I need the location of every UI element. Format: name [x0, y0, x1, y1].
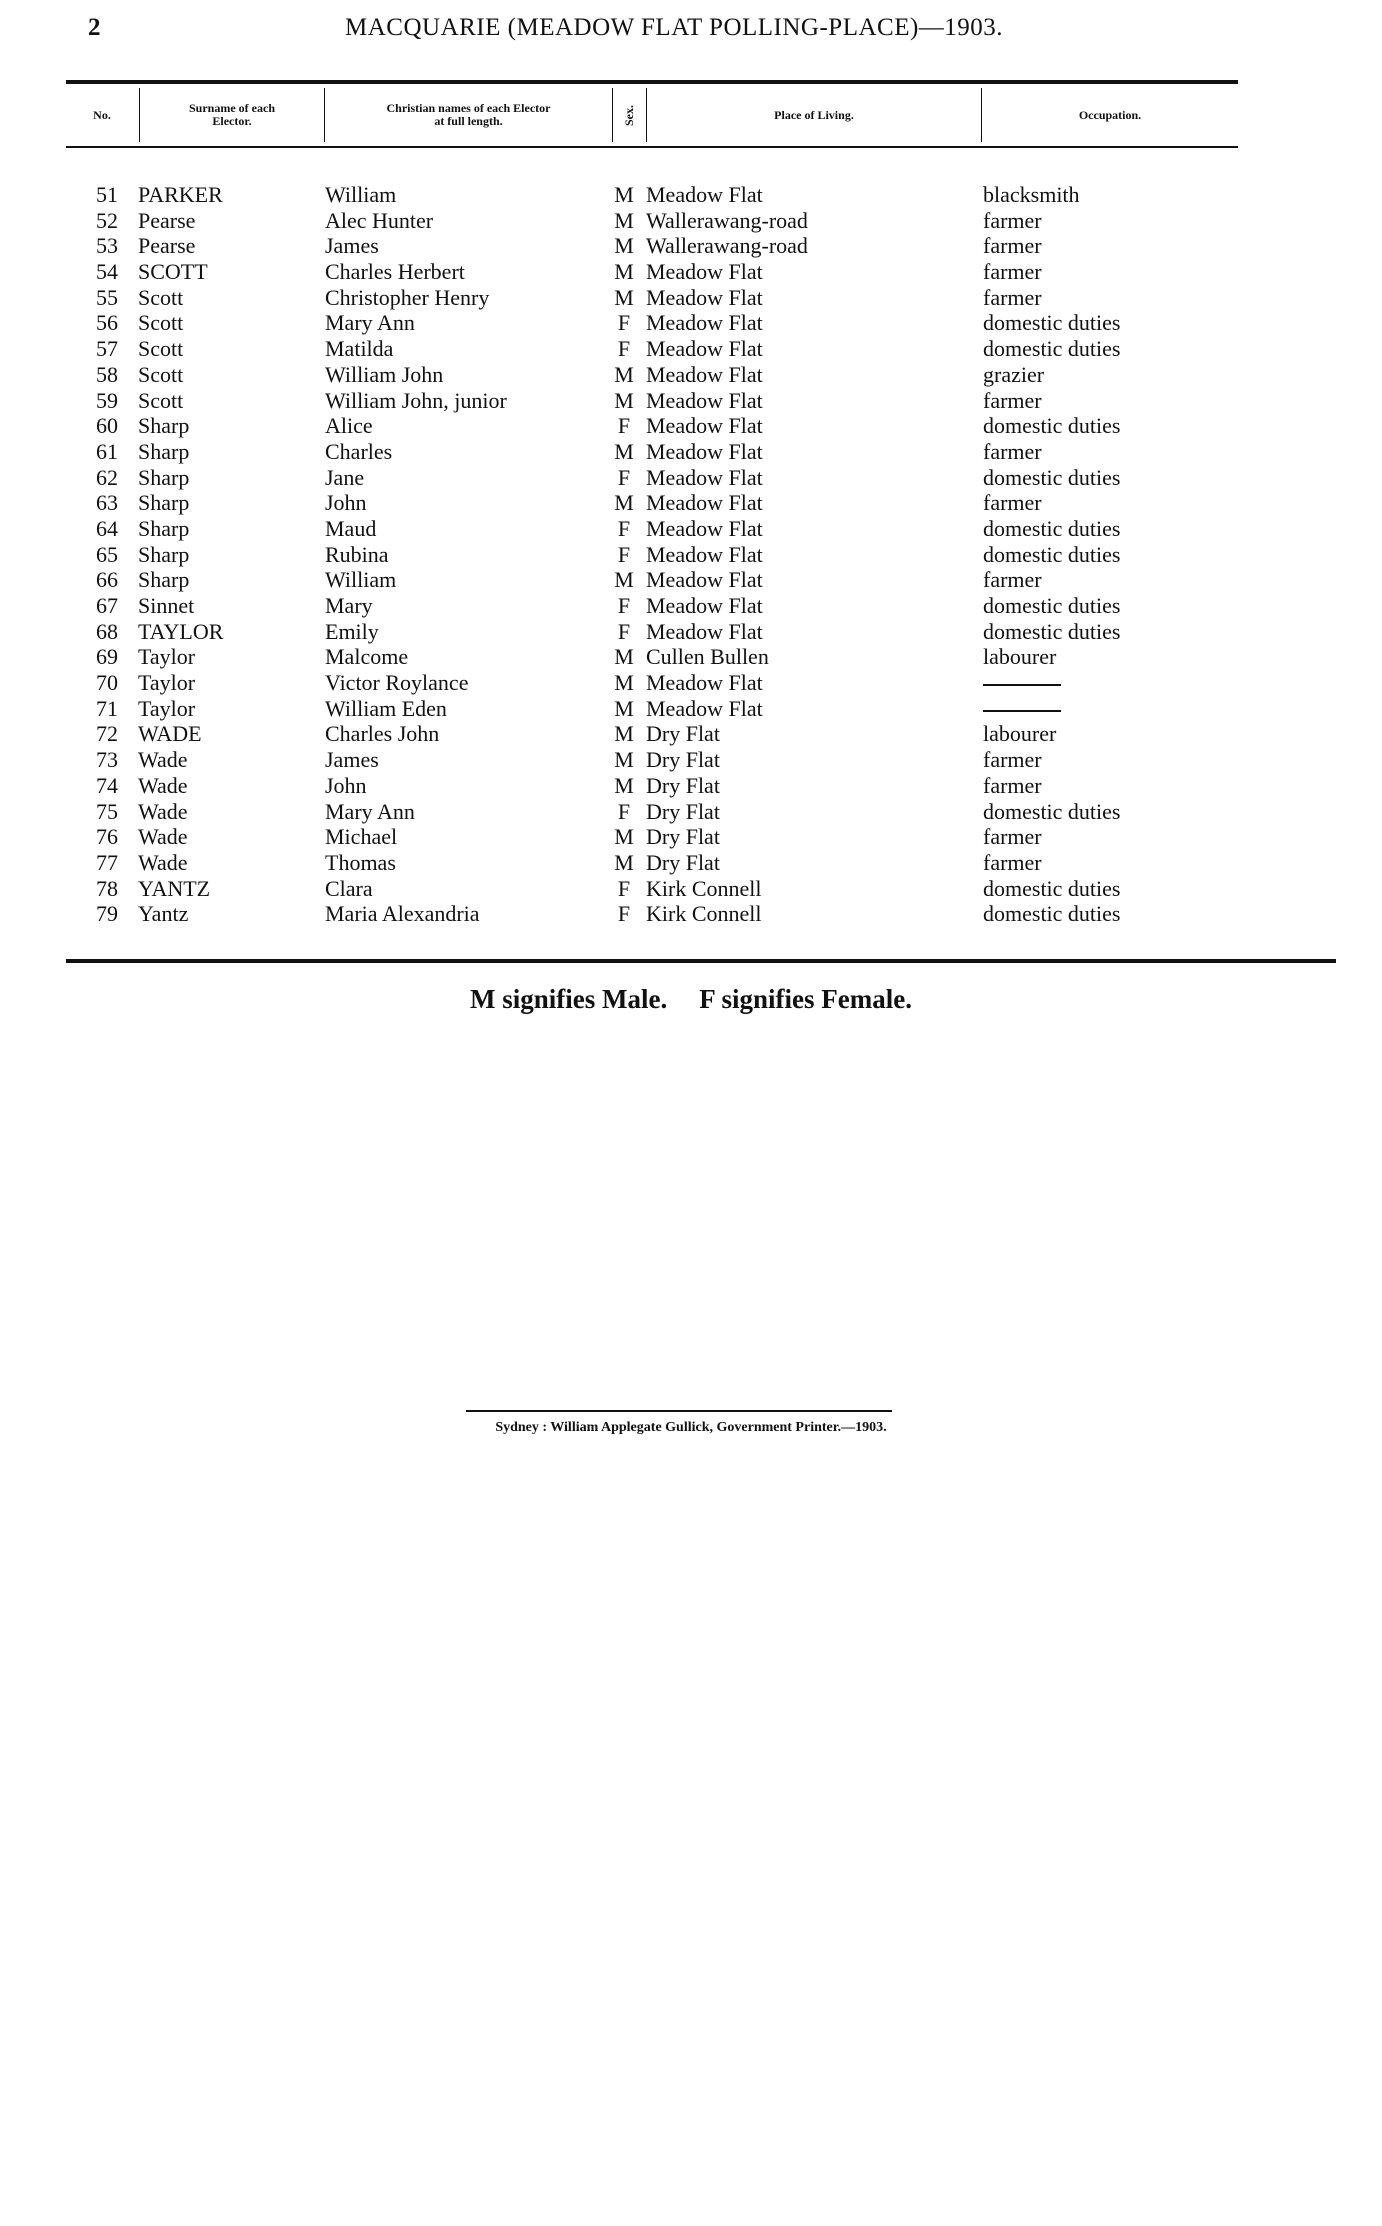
elector-christian-names: Maud — [325, 515, 377, 541]
column-header-sex-label: Sex. — [622, 104, 636, 126]
elector-place-of-living: Dry Flat — [646, 721, 720, 747]
column-header-place: Place of Living. — [774, 107, 854, 122]
elector-sex: M — [614, 387, 634, 413]
elector-place-of-living: Cullen Bullen — [646, 644, 769, 670]
elector-sex: F — [617, 310, 631, 336]
table-top-rule — [66, 80, 1238, 84]
elector-number: 73 — [96, 747, 118, 773]
elector-place-of-living: Meadow Flat — [646, 670, 763, 696]
elector-sex: F — [617, 336, 631, 362]
elector-surname: Pearse — [138, 207, 196, 233]
table-row — [0, 901, 1382, 927]
elector-christian-names: Rubina — [325, 541, 389, 567]
elector-occupation: farmer — [983, 849, 1042, 875]
elector-sex: M — [614, 721, 634, 747]
elector-christian-names: Mary — [325, 593, 373, 618]
elector-number: 74 — [96, 772, 118, 798]
column-header-sex — [613, 88, 646, 142]
elector-sex: M — [614, 567, 634, 593]
table-row — [0, 696, 1382, 722]
elector-number: 70 — [96, 670, 118, 696]
elector-number: 77 — [96, 849, 118, 875]
elector-occupation: labourer — [983, 721, 1057, 747]
table-header-bottom-rule — [66, 146, 1238, 148]
elector-number: 51 — [96, 182, 118, 207]
elector-surname: Wade — [138, 772, 188, 798]
elector-surname: Sinnet — [138, 593, 195, 618]
table-row — [0, 593, 1382, 619]
elector-number: 76 — [96, 824, 118, 850]
elector-christian-names: Mary Ann — [325, 798, 415, 824]
elector-sex: F — [617, 593, 631, 618]
elector-occupation: domestic duties — [983, 901, 1121, 927]
elector-occupation: farmer — [983, 233, 1042, 259]
table-row — [0, 619, 1382, 645]
elector-christian-names: Charles Herbert — [325, 259, 465, 285]
elector-sex: F — [617, 464, 631, 490]
elector-christian-names: Matilda — [325, 336, 394, 362]
elector-surname: SCOTT — [138, 259, 208, 285]
elector-christian-names: Emily — [325, 618, 379, 644]
elector-sex: M — [614, 284, 634, 310]
elector-place-of-living: Meadow Flat — [646, 515, 763, 541]
elector-sex: M — [614, 490, 634, 516]
elector-place-of-living: Dry Flat — [646, 824, 720, 850]
elector-occupation: domestic duties — [983, 618, 1121, 644]
elector-occupation: farmer — [983, 387, 1042, 413]
elector-christian-names: Charles John — [325, 721, 440, 747]
elector-christian-names: William Eden — [325, 695, 447, 721]
elector-christian-names: William — [325, 567, 397, 593]
elector-surname: Scott — [138, 387, 184, 413]
elector-number: 55 — [96, 284, 118, 310]
elector-number: 69 — [96, 644, 118, 670]
elector-sex: M — [614, 233, 634, 259]
elector-surname: WADE — [138, 721, 202, 747]
elector-sex: M — [614, 849, 634, 875]
elector-sex: F — [617, 875, 631, 901]
table-row — [0, 747, 1382, 773]
elector-sex: F — [617, 413, 631, 439]
elector-sex: M — [614, 824, 634, 850]
elector-occupation: domestic duties — [983, 798, 1121, 824]
elector-occupation: farmer — [983, 747, 1042, 773]
elector-occupation — [983, 670, 1061, 696]
elector-number: 79 — [96, 901, 118, 927]
elector-number: 75 — [96, 798, 118, 824]
elector-sex: M — [614, 259, 634, 285]
elector-occupation: farmer — [983, 207, 1042, 233]
elector-surname: Taylor — [138, 644, 196, 670]
elector-number: 61 — [96, 438, 118, 464]
elector-christian-names: John — [325, 490, 367, 516]
elector-surname: PARKER — [138, 182, 223, 207]
elector-place-of-living: Dry Flat — [646, 849, 720, 875]
table-row — [0, 465, 1382, 491]
elector-surname: Wade — [138, 747, 188, 773]
elector-occupation — [983, 696, 1061, 722]
elector-place-of-living: Wallerawang-road — [646, 207, 808, 233]
table-row — [0, 362, 1382, 388]
elector-occupation: farmer — [983, 259, 1042, 285]
table-row — [0, 208, 1382, 234]
legend-male: M signifies Male. — [470, 984, 668, 1014]
printer-imprint: Sydney : William Applegate Gullick, Government Printer.—1903. — [495, 1420, 887, 1435]
elector-occupation: farmer — [983, 772, 1042, 798]
elector-place-of-living: Meadow Flat — [646, 438, 763, 464]
table-row — [0, 670, 1382, 696]
table-row — [0, 233, 1382, 259]
elector-place-of-living: Meadow Flat — [646, 695, 763, 721]
elector-number: 71 — [96, 695, 118, 721]
elector-place-of-living: Meadow Flat — [646, 593, 763, 618]
elector-sex: F — [617, 618, 631, 644]
elector-christian-names: Charles — [325, 438, 393, 464]
elector-christian-names: Alice — [325, 413, 373, 439]
table-row — [0, 336, 1382, 362]
elector-sex: F — [617, 541, 631, 567]
table-row — [0, 516, 1382, 542]
elector-christian-names: Clara — [325, 875, 373, 901]
elector-occupation: blacksmith — [983, 182, 1080, 207]
elector-place-of-living: Wallerawang-road — [646, 233, 808, 259]
elector-sex: M — [614, 772, 634, 798]
table-bottom-rule — [66, 959, 1336, 963]
elector-place-of-living: Meadow Flat — [646, 541, 763, 567]
elector-sex: M — [614, 361, 634, 387]
table-row — [0, 490, 1382, 516]
elector-christian-names: Alec Hunter — [325, 207, 434, 233]
elector-surname: Scott — [138, 336, 184, 362]
elector-christian-names: James — [325, 747, 379, 773]
elector-occupation: domestic duties — [983, 336, 1121, 362]
elector-christian-names: Malcome — [325, 644, 409, 670]
table-row — [0, 388, 1382, 414]
elector-number: 57 — [96, 336, 118, 362]
elector-christian-names: William — [325, 182, 397, 207]
elector-surname: Yantz — [138, 901, 189, 927]
table-row — [0, 876, 1382, 902]
elector-surname: Wade — [138, 824, 188, 850]
elector-place-of-living: Meadow Flat — [646, 567, 763, 593]
table-row — [0, 824, 1382, 850]
elector-number: 72 — [96, 721, 118, 747]
elector-place-of-living: Meadow Flat — [646, 618, 763, 644]
page-title: MACQUARIE (MEADOW FLAT POLLING-PLACE)—1903. — [345, 14, 1004, 41]
elector-place-of-living: Meadow Flat — [646, 284, 763, 310]
elector-occupation: farmer — [983, 438, 1042, 464]
elector-sex: M — [614, 207, 634, 233]
elector-surname: Taylor — [138, 670, 196, 696]
elector-surname: Scott — [138, 284, 184, 310]
elector-christian-names: Maria Alexandria — [325, 901, 480, 927]
elector-place-of-living: Dry Flat — [646, 747, 720, 773]
elector-place-of-living: Kirk Connell — [646, 901, 762, 927]
elector-sex: M — [614, 695, 634, 721]
elector-sex: F — [617, 798, 631, 824]
elector-number: 65 — [96, 541, 118, 567]
table-row — [0, 182, 1382, 208]
elector-place-of-living: Meadow Flat — [646, 361, 763, 387]
table-row — [0, 542, 1382, 568]
elector-christian-names: William John — [325, 361, 444, 387]
elector-number: 78 — [96, 875, 118, 901]
table-row — [0, 773, 1382, 799]
elector-number: 53 — [96, 233, 118, 259]
elector-sex: F — [617, 901, 631, 927]
elector-christian-names: Thomas — [325, 849, 396, 875]
elector-christian-names: Victor Roylance — [325, 670, 469, 696]
elector-place-of-living: Meadow Flat — [646, 387, 763, 413]
imprint-rule — [466, 1410, 892, 1412]
elector-occupation: grazier — [983, 361, 1045, 387]
elector-surname: TAYLOR — [138, 618, 224, 644]
elector-surname: Sharp — [138, 438, 190, 464]
elector-christian-names: John — [325, 772, 367, 798]
elector-surname: Pearse — [138, 233, 196, 259]
elector-occupation: domestic duties — [983, 541, 1121, 567]
elector-sex: M — [614, 182, 634, 207]
elector-christian-names: Michael — [325, 824, 398, 850]
elector-occupation: domestic duties — [983, 593, 1121, 618]
elector-number: 62 — [96, 464, 118, 490]
elector-surname: Sharp — [138, 413, 190, 439]
elector-occupation: farmer — [983, 824, 1042, 850]
elector-place-of-living: Meadow Flat — [646, 182, 763, 207]
elector-place-of-living: Dry Flat — [646, 798, 720, 824]
elector-christian-names: Christopher Henry — [325, 284, 490, 310]
elector-place-of-living: Meadow Flat — [646, 464, 763, 490]
elector-occupation: domestic duties — [983, 413, 1121, 439]
elector-surname: Taylor — [138, 695, 196, 721]
elector-place-of-living: Meadow Flat — [646, 336, 763, 362]
elector-surname: Wade — [138, 849, 188, 875]
elector-place-of-living: Meadow Flat — [646, 413, 763, 439]
elector-occupation: farmer — [983, 490, 1042, 516]
page-number: 2 — [88, 14, 101, 41]
elector-place-of-living: Dry Flat — [646, 772, 720, 798]
column-header-occupation: Occupation. — [1078, 107, 1142, 122]
elector-sex: M — [614, 670, 634, 696]
elector-christian-names: William John, junior — [325, 387, 507, 413]
elector-number: 56 — [96, 310, 118, 336]
elector-surname: Sharp — [138, 541, 190, 567]
elector-christian-names: Jane — [325, 464, 365, 490]
elector-surname: YANTZ — [138, 875, 211, 901]
elector-number: 63 — [96, 490, 118, 516]
blank-occupation-dash — [983, 684, 1061, 686]
elector-number: 59 — [96, 387, 118, 413]
elector-occupation: farmer — [983, 567, 1042, 593]
elector-sex: F — [617, 515, 631, 541]
elector-number: 60 — [96, 413, 118, 439]
elector-surname: Sharp — [138, 490, 190, 516]
table-row — [0, 721, 1382, 747]
table-row — [0, 285, 1382, 311]
elector-christian-names: Mary Ann — [325, 310, 415, 336]
elector-occupation: farmer — [983, 284, 1042, 310]
elector-number: 68 — [96, 618, 118, 644]
elector-surname: Sharp — [138, 567, 190, 593]
elector-surname: Sharp — [138, 464, 190, 490]
elector-surname: Scott — [138, 310, 184, 336]
legend-female: F signifies Female. — [699, 984, 912, 1014]
column-header-no: No. — [93, 107, 111, 122]
table-row — [0, 799, 1382, 825]
elector-sex: M — [614, 747, 634, 773]
blank-occupation-dash — [983, 710, 1061, 712]
column-header-surname: Surname of each Elector. — [189, 101, 275, 128]
table-row — [0, 310, 1382, 336]
elector-occupation: labourer — [983, 644, 1057, 670]
elector-surname: Wade — [138, 798, 188, 824]
elector-occupation: domestic duties — [983, 310, 1121, 336]
elector-christian-names: James — [325, 233, 379, 259]
table-row — [0, 567, 1382, 593]
elector-number: 64 — [96, 515, 118, 541]
elector-place-of-living: Meadow Flat — [646, 310, 763, 336]
elector-sex: M — [614, 438, 634, 464]
elector-number: 58 — [96, 361, 118, 387]
column-header-christian: Christian names of each Elector at full length. — [386, 101, 551, 128]
table-row — [0, 850, 1382, 876]
elector-place-of-living: Kirk Connell — [646, 875, 762, 901]
table-row — [0, 259, 1382, 285]
elector-surname: Sharp — [138, 515, 190, 541]
elector-number: 66 — [96, 567, 118, 593]
elector-occupation: domestic duties — [983, 464, 1121, 490]
elector-place-of-living: Meadow Flat — [646, 259, 763, 285]
elector-number: 67 — [96, 593, 118, 618]
elector-number: 54 — [96, 259, 118, 285]
elector-occupation: domestic duties — [983, 515, 1121, 541]
table-row — [0, 413, 1382, 439]
elector-number: 52 — [96, 207, 118, 233]
electors-table — [0, 182, 1382, 927]
elector-sex: M — [614, 644, 634, 670]
elector-occupation: domestic duties — [983, 875, 1121, 901]
table-row — [0, 439, 1382, 465]
table-row — [0, 644, 1382, 670]
elector-place-of-living: Meadow Flat — [646, 490, 763, 516]
sex-legend — [0, 984, 1382, 1015]
elector-surname: Scott — [138, 361, 184, 387]
